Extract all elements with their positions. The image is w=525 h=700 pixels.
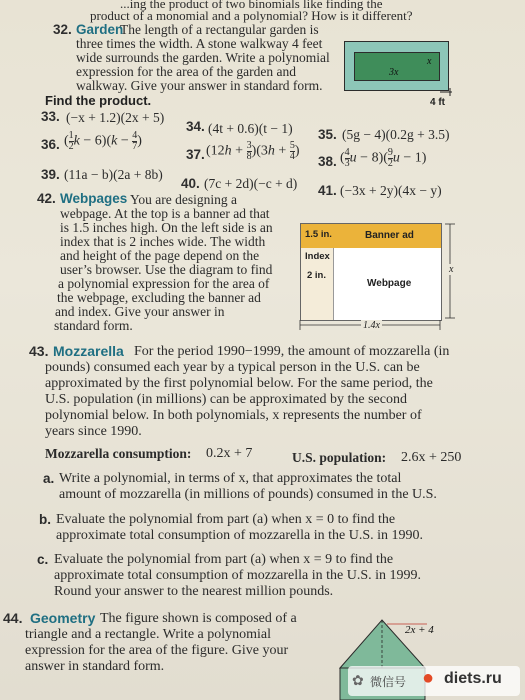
exercise-number: 39. [41,167,60,182]
problem-text-line: pounds) consumed each year by a typical person in the U.S. can be [45,360,420,375]
top-line-1: product of a monomial and a polynomial? How is it different? [90,8,413,23]
part-text-line: Evaluate the polynomial from part (a) when x = 9 to find the [54,552,394,567]
problem-text-line: The figure shown is composed of a [100,611,297,626]
problem-text-line: walkway. Give your answer in standard form. [76,78,323,93]
webpage-height-label: x [449,264,454,275]
exercise-expression-38: ( $\frac{4}{3}$ u − 8)( $\frac{9}{2}$ u − 1) [340,147,427,169]
part-letter: b. [39,512,51,527]
banner-height-label: 1.5 in. [305,229,332,240]
webpage-label: Webpage [367,278,412,289]
webpage-width-label: 1.4x [363,320,380,331]
exercise-expression-37: (12h + $\frac{3}{8}$ )(3h + $\frac{5}{4}$ ) [206,140,300,162]
exercise-number: 35. [318,127,337,142]
problem-text-line: expression for the area of the garden and [76,64,297,79]
problem-text-line: the webpage, excluding the banner ad [57,290,261,305]
problem-text-line: triangle and a rectangle. Write a polynomial [25,627,272,642]
mozzarella-label: Mozzarella consumption: [45,446,192,461]
problem-text-line: For the period 1990−1999, the amount of mozzarella (in [134,344,450,359]
problem-text-line: polynomial below. In both polynomials, x represents the number of [45,408,422,423]
problem-title: Garden [76,22,124,37]
problem-text-line: index that is 2 inches wide. The width [60,234,266,249]
index-label: Index [305,251,330,262]
part-text-line: approximate total consumption of mozzarella in the U.S. in 1990. [56,528,424,543]
problem-number: 43. [29,343,49,359]
problem-text-line: years since 1990. [45,424,142,439]
watermark [348,666,520,696]
problem-text-line: U.S. population (in millions) can be approximated by the second [45,392,407,407]
banner-ad-label: Banner ad [365,230,414,241]
exercise-number: 33. [41,109,60,124]
exercise-number: 36. [41,137,60,152]
problem-text-line: three times the width. A stone walkway 4 feet [76,36,323,51]
part-text-line: amount of mozzarella (in millions of pounds) consumed in the U.S. [59,487,437,502]
watermark-text: 微信号 [370,675,407,689]
top-line-0: ...ing the product of two binomials like finding the [120,0,383,11]
problem-text-line: expression for the area of the figure. Give your [25,643,289,658]
exercise-expression: (4t + 0.6)(t − 1) [208,121,293,136]
exercise-number: 37. [186,147,205,162]
exercise-number: 41. [318,183,337,198]
problem-text-line: approximated by the first polynomial below. For the same period, the [45,376,433,391]
problem-text-line: The length of a rectangular garden is [120,22,319,37]
wechat-icon: ✿ [352,672,364,688]
part-text-line: Round your answer to the nearest million pounds. [54,584,334,599]
problem-text-line: a polynomial expression for the area of [58,276,270,291]
watermark-site: diets.ru [444,670,502,687]
exercise-expression: (−3x + 2y)(4x − y) [340,183,442,198]
geometry-label: 2x + 4 [405,624,434,636]
exercise-expression: (11a − b)(2a + 8b) [64,167,163,182]
exercise-expression: (7c + 2d)(−c + d) [204,176,298,191]
population-expression: 2.6x + 250 [401,450,462,465]
population-label: U.S. population: [292,450,387,465]
exercise-expression: (−x + 1.2)(2x + 5) [66,110,165,125]
exercise-expression: (5g − 4)(0.2g + 3.5) [342,127,450,142]
problem-text-line: You are designing a [130,192,237,207]
problem-text-line: standard form. [54,318,133,333]
problem-text-line: webpage. At the top is a banner ad that [60,206,270,221]
peach-icon: ● [422,667,435,689]
problem-number: 32. [53,22,72,37]
walkway-label: 4 ft [430,97,445,108]
exercise-number: 34. [186,119,205,134]
garden-label-x: x [427,56,432,67]
problem-text-line: is 1.5 inches high. On the left side is an [60,220,273,235]
part-text-line: approximate total consumption of mozzarella in the U.S. in 1999. [54,568,422,583]
problem-text-line: user’s browser. Use the diagram to find [60,262,273,277]
problem-number: 44. [3,610,23,626]
garden-label-3x: 3x [389,67,399,78]
exercise-number: 38. [318,154,337,169]
index-width-label: 2 in. [307,270,327,281]
problem-text-line: wide surrounds the garden. Write a polynomial [76,50,330,65]
part-text-line: Write a polynomial, in terms of x, that approximates the total [59,471,402,486]
problem-text-line: answer in standard form. [25,659,165,674]
problem-title: Geometry [30,610,96,626]
part-text-line: Evaluate the polynomial from part (a) when x = 0 to find the [56,512,396,527]
exercise-expression-36: ( $\frac{1}{2}$ k − 6)(k − $\frac{4}{7}$ ) [64,130,142,152]
part-letter: a. [43,471,55,486]
part-letter: c. [37,552,49,567]
mozzarella-expression: 0.2x + 7 [206,446,253,461]
problem-title: Mozzarella [53,343,124,359]
problem-number: 42. [37,191,56,206]
problem-text-line: and height of the page depend on the [60,248,260,263]
problem-title: Webpages [60,191,128,206]
exercise-number: 40. [181,176,200,191]
problem-text-line: and index. Give your answer in [55,304,225,319]
section-heading: Find the product. [45,93,152,108]
